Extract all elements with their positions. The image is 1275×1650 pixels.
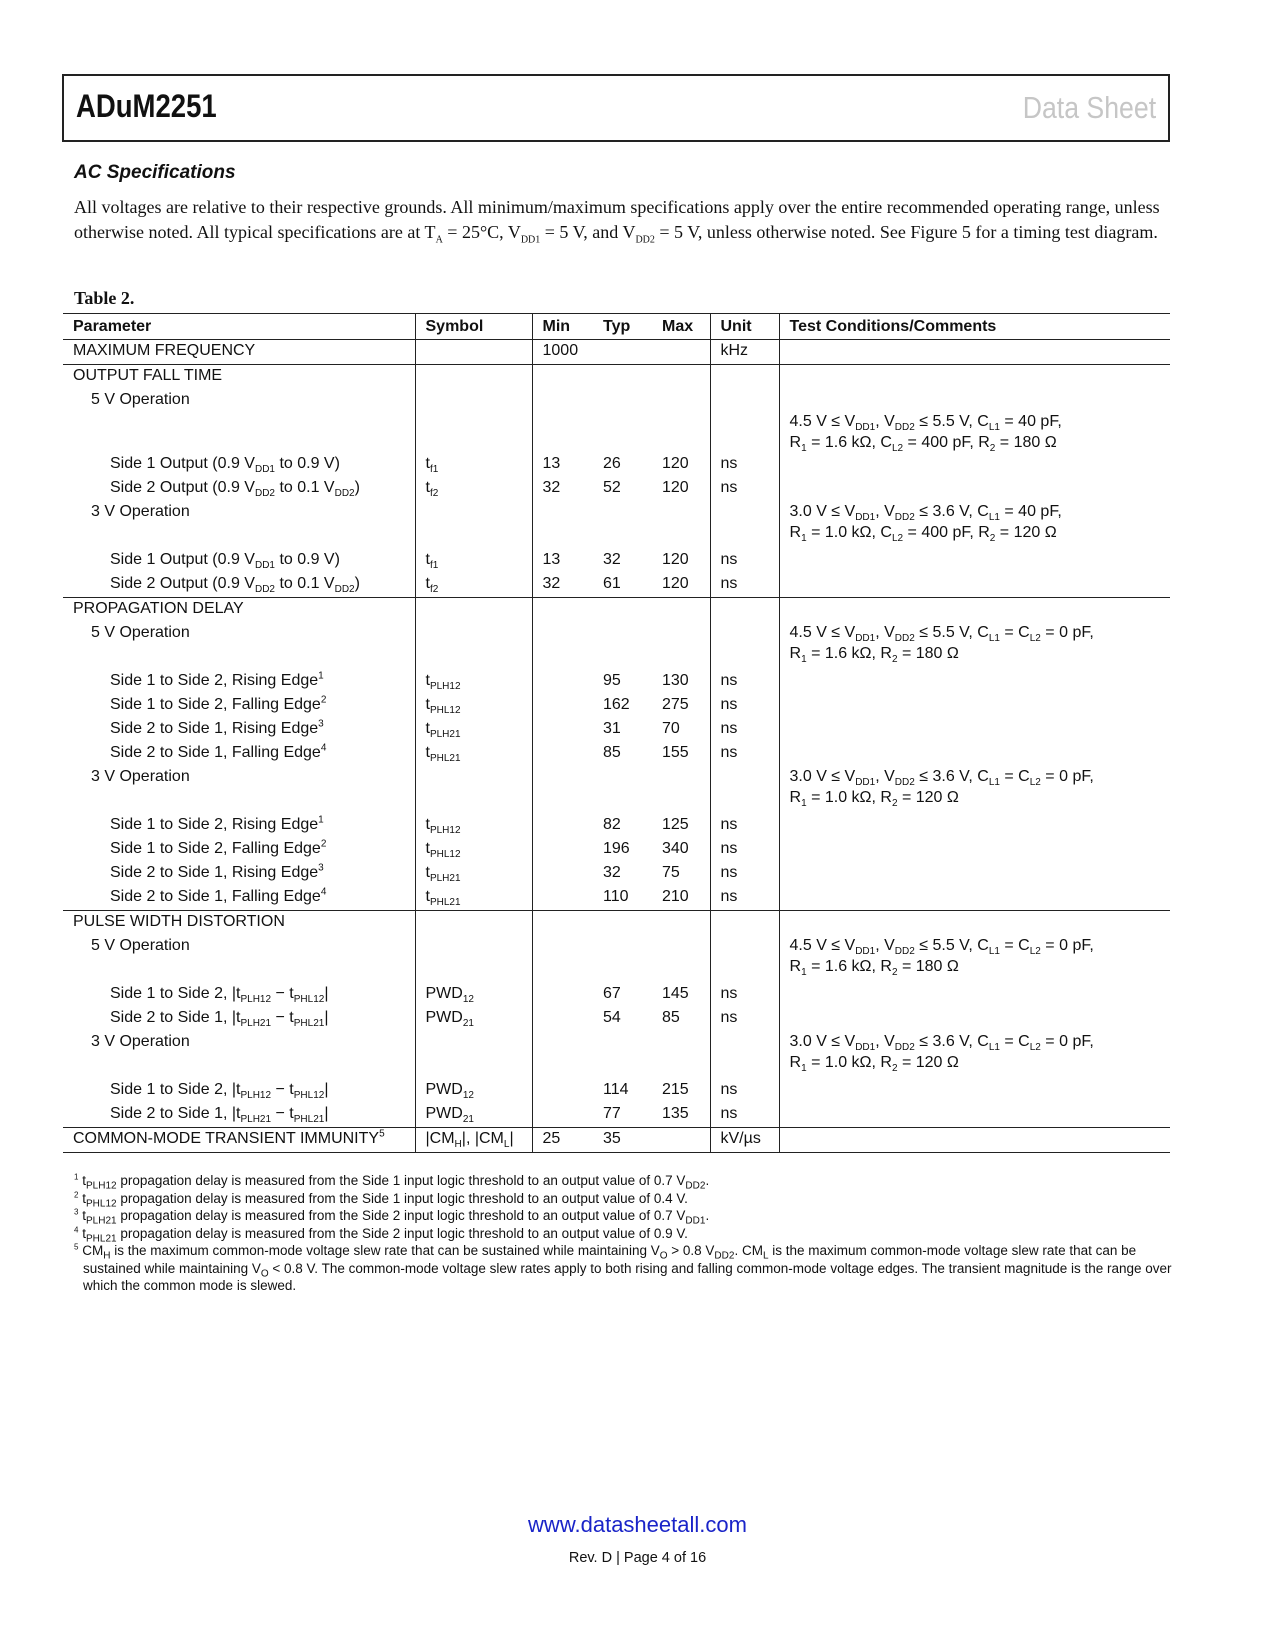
footnotes [74, 1172, 1174, 1295]
table-row: Side 1 to Side 2, Falling Edge$^2$ $t_{PHL12}$ 162 275 ns [63, 694, 1170, 718]
table-row: Side 1 to Side 2, Rising Edge$^1$ $t_{PLH12}$ 95 130 ns [63, 670, 1170, 694]
part-number: ADuM2251 [76, 88, 217, 124]
section-title: AC Specifications [74, 162, 236, 183]
doc-type: Data Sheet [1022, 90, 1156, 125]
website-link[interactable]: www.datasheetall.com [528, 1512, 747, 1537]
table-row [63, 340, 1170, 365]
table-row: Side 2 to Side 1, Rising Edge$^3$ $t_{PLH21}$ 31 70 ns [63, 718, 1170, 742]
table-row: 5 V Operation 4.5 $V \le V_{DD1}$, $V_{DD2} \le 5.5$ V, $C_{L1} = C_{L2} = 0$ pF, $R_1 = 1.6$ kΩ, $R_2 = 180$ Ω [63, 622, 1170, 646]
footnote: $^3$ $t_{PLH21}$ propagation delay is measured from the Side 2 input logic threshold to an output value of 0.7 $V_{DD1}$. [74, 1207, 710, 1227]
header-symbol: Symbol [415, 314, 532, 340]
intro-paragraph: All voltages are relative to their respective grounds. All minimum/maximum specifications apply over the entire recommended operating range, unless otherwise noted. All typical specifications are at $T_A = 25^\circ C$, $V_{DD1} = 5$ V, and $V_{DD2} = 5$ V, unless otherwise noted. See Figure 5 for a timing test diagram. [74, 197, 1160, 246]
header-conditions: Test Conditions/Comments [779, 314, 1170, 340]
table-row: Side 2 Output (0.9 $V_{DD2}$ to 0.1 $V_{DD2}$) $t_{f2}$ 32 52 120 ns [63, 477, 1170, 501]
table-row: Side 2 to Side 1, Falling Edge$^4$ $t_{PHL21}$ 110 210 ns [63, 886, 1170, 911]
table-row: Side 2 to Side 1, Rising Edge$^3$ $t_{PLH21}$ 32 75 ns [63, 862, 1170, 886]
table-row: Side 1 to Side 2, Rising Edge$^1$ $t_{PLH12}$ 82 125 ns [63, 814, 1170, 838]
cell-typ [593, 340, 652, 365]
cell-conditions: 3.0 $V \le V_{DD1}$, $V_{DD2} \le 3.6$ V, $C_{L1} = 40$ pF, $R_1 = 1.0$ kΩ, $C_{L2} = 400$ pF, $R_2 = 120$ Ω [779, 501, 1170, 549]
table-row [63, 389, 1170, 421]
cell-unit: kHz [710, 340, 779, 365]
table-header-row [63, 314, 1170, 340]
footnote: $^2$ $t_{PHL12}$ propagation delay is measured from the Side 1 input logic threshold to an output value of 0.4 V. [74, 1190, 688, 1210]
page-header [62, 74, 1170, 142]
table-row: 3 V Operation 3.0 $V \le V_{DD1}$, $V_{DD2} \le 3.6$ V, $C_{L1} = C_{L2} = 0$ pF, $R_1 = 1.0$ kΩ, $R_2 = 120$ Ω [63, 1031, 1170, 1055]
cell-conditions [779, 340, 1170, 365]
cell-conditions: 3.0 $V \le V_{DD1}$, $V_{DD2} \le 3.6$ V, $C_{L1} = C_{L2} = 0$ pF, $R_1 = 1.0$ kΩ, $R_2 = 120$ Ω [779, 1031, 1170, 1079]
header-typ: Typ [593, 314, 652, 340]
param-cmti: COMMON-MODE TRANSIENT IMMUNITY$^5$ [63, 1128, 415, 1153]
footnote: $^4$ $t_{PHL21}$ propagation delay is measured from the Side 2 input logic threshold to an output value of 0.9 V. [74, 1225, 688, 1245]
table-row: Side 1 Output (0.9 $V_{DD1}$ to 0.9 V) $t_{f1}$ 13 26 120 ns [63, 453, 1170, 477]
param-propagation-delay: PROPAGATION DELAY [63, 598, 415, 623]
table-row: 5 V Operation 4.5 $V \le V_{DD1}$, $V_{DD2} \le 5.5$ V, $C_{L1} = C_{L2} = 0$ pF, $R_1 = 1.6$ kΩ, $R_2 = 180$ Ω [63, 935, 1170, 959]
table-row: 3 V Operation 3.0 $V \le V_{DD1}$, $V_{DD2} \le 3.6$ V, $C_{L1} = C_{L2} = 0$ pF, $R_1 = 1.0$ kΩ, $R_2 = 120$ Ω [63, 766, 1170, 790]
table-row: Side 1 to Side 2, $|t_{PLH12} - t_{PHL12}|$ $PWD_{12}$ 114 215 ns [63, 1079, 1170, 1103]
table-row: Side 2 to Side 1, $|t_{PLH21} - t_{PHL21}|$ $PWD_{21}$ 77 135 ns [63, 1103, 1170, 1128]
cell-conditions: 4.5 $V \le V_{DD1}$, $V_{DD2} \le 5.5$ V, $C_{L1} = C_{L2} = 0$ pF, $R_1 = 1.6$ kΩ, $R_2 = 180$ Ω [779, 622, 1170, 670]
table-row: Side 2 to Side 1, Falling Edge$^4$ $t_{PHL21}$ 85 155 ns [63, 742, 1170, 766]
ac-spec-table [63, 313, 1170, 1153]
cell-symbol [415, 340, 532, 365]
page-number: Rev. D | Page 4 of 16 [568, 1550, 707, 1566]
table-row: COMMON-MODE TRANSIENT IMMUNITY$^5$ $|CM_H|$, $|CM_L|$ 25 35 kV/µs [63, 1128, 1170, 1153]
footnote: $^5$ $CM_H$ is the maximum common-mode voltage slew rate that can be sustained while maintaining $V_O > 0.8$ $V_{DD2}$. $CM_L$ is the maximum common-mode voltage slew rate that can be sustained while maintaining $V_O < 0.8$ V. The common-mode voltage slew rates apply to both rising and falling common-mode voltage edges. The transient magnitude is the range over which the common mode is slewed. [74, 1242, 1172, 1293]
table-row [63, 598, 1170, 623]
table-row: Side 1 to Side 2, Falling Edge$^2$ $t_{PHL12}$ 196 340 ns [63, 838, 1170, 862]
footnote: $^1$ $t_{PLH12}$ propagation delay is measured from the Side 1 input logic threshold to an output value of 0.7 $V_{DD2}$. [74, 1172, 710, 1192]
table-row [63, 911, 1170, 936]
table-row: Side 2 to Side 1, $|t_{PLH21} - t_{PHL21}|$ $PWD_{21}$ 54 85 ns [63, 1007, 1170, 1031]
table-row [63, 501, 1170, 525]
cell-max [652, 340, 710, 365]
header-max: Max [652, 314, 710, 340]
param-3v-operation: 3 V Operation [91, 503, 190, 520]
param-output-fall-time: OUTPUT FALL TIME [63, 365, 415, 390]
table-row: Side 2 Output (0.9 $V_{DD2}$ to 0.1 $V_{DD2}$) $t_{f2}$ 32 61 120 ns [63, 573, 1170, 598]
table-row: Side 1 Output (0.9 $V_{DD1}$ to 0.9 V) $t_{f1}$ 13 32 120 ns [63, 549, 1170, 573]
table-caption: Table 2. [74, 288, 135, 308]
cell-conditions: 4.5 $V \le V_{DD1}$, $V_{DD2} \le 5.5$ V, $C_{L1} = 40$ pF, $R_1 = 1.6$ kΩ, $C_{L2} = 400$ pF, $R_2 = 180$ Ω [779, 389, 1170, 453]
cell-min: 1000 [532, 340, 593, 365]
header-parameter: Parameter [63, 314, 415, 340]
cell-conditions: 4.5 $V \le V_{DD1}$, $V_{DD2} \le 5.5$ V, $C_{L1} = C_{L2} = 0$ pF, $R_1 = 1.6$ kΩ, $R_2 = 180$ Ω [779, 935, 1170, 983]
param-pulse-width-distortion: PULSE WIDTH DISTORTION [63, 911, 415, 936]
table-row [63, 365, 1170, 390]
table-row: Side 1 to Side 2, $|t_{PLH12} - t_{PHL12}|$ $PWD_{12}$ 67 145 ns [63, 983, 1170, 1007]
cell-conditions: 3.0 $V \le V_{DD1}$, $V_{DD2} \le 3.6$ V, $C_{L1} = C_{L2} = 0$ pF, $R_1 = 1.0$ kΩ, $R_2 = 120$ Ω [779, 766, 1170, 814]
param-max-frequency: MAXIMUM FREQUENCY [63, 340, 415, 365]
param-5v-operation: 5 V Operation [91, 391, 190, 408]
header-min: Min [532, 314, 593, 340]
header-unit: Unit [710, 314, 779, 340]
